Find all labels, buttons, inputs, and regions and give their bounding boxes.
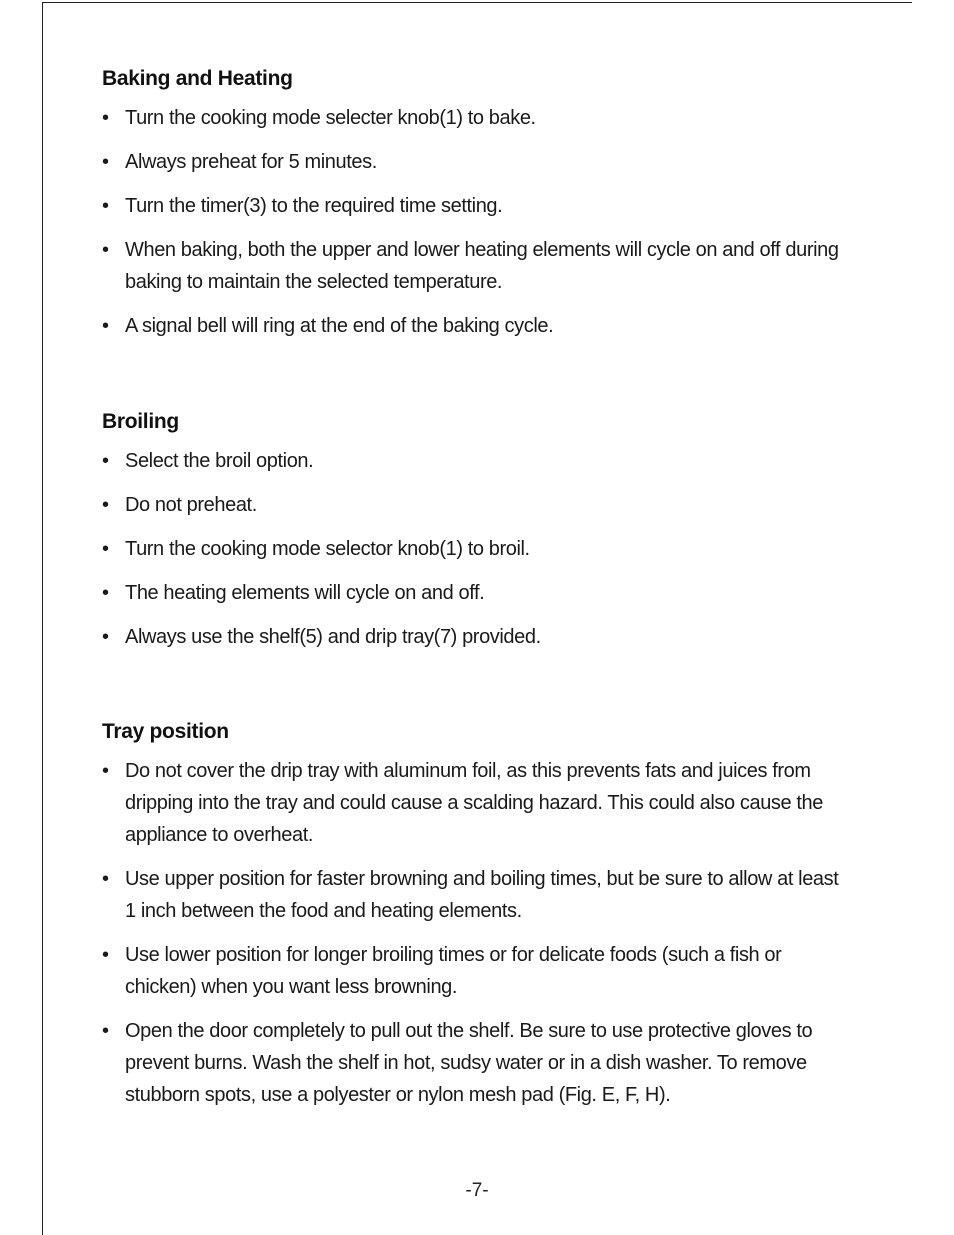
bullet-icon: •: [102, 239, 109, 261]
bullet-icon: •: [102, 760, 109, 782]
bullet-icon: •: [102, 494, 109, 516]
list-item-text: Do not preheat.: [125, 494, 257, 516]
section-heading: Broiling: [102, 410, 179, 433]
bullet-icon: •: [102, 582, 109, 604]
list-item-text: Use upper position for faster browning and boiling times, but be sure to allow at least 1 inch between the food and heating elements.: [125, 868, 839, 922]
list-item-text: Open the door completely to pull out the shelf. Be sure to use protective gloves to prevent burns. Wash the shelf in hot, sudsy water or in a dish washer. To remove stubborn spots, use a polyester or nylon mesh pad (Fig. E, F, H).: [125, 1020, 813, 1106]
bullet-icon: •: [102, 626, 109, 648]
section-broiling: [102, 409, 852, 653]
list-item: [102, 190, 852, 222]
bullet-icon: •: [102, 195, 109, 217]
section-heading: Baking and Heating: [102, 67, 293, 90]
section-baking-and-heating: [102, 66, 852, 342]
bullet-list: [102, 445, 852, 653]
list-item: [102, 577, 852, 609]
list-item-text: Turn the cooking mode selector knob(1) to broil.: [125, 538, 530, 560]
list-item-text: Turn the cooking mode selecter knob(1) to bake.: [125, 107, 536, 129]
list-item-text: When baking, both the upper and lower heating elements will cycle on and off during baking to maintain the selected temperature.: [125, 239, 839, 293]
list-item-text: The heating elements will cycle on and off.: [125, 582, 485, 604]
bullet-list: [102, 102, 852, 342]
bullet-list: [102, 755, 852, 1111]
section-tray-position: [102, 719, 852, 1111]
list-item-text: Always use the shelf(5) and drip tray(7) provided.: [125, 626, 541, 648]
bullet-icon: •: [102, 450, 109, 472]
list-item: [102, 755, 852, 851]
list-item: [102, 863, 852, 927]
list-item: [102, 621, 852, 653]
bullet-icon: •: [102, 538, 109, 560]
list-item-text: A signal bell will ring at the end of the baking cycle.: [125, 315, 554, 337]
section-heading: Tray position: [102, 720, 229, 743]
bullet-icon: •: [102, 868, 109, 890]
list-item: [102, 533, 852, 565]
page-border-left: [42, 2, 43, 1235]
bullet-icon: •: [102, 107, 109, 129]
list-item-text: Select the broil option.: [125, 450, 314, 472]
list-item-text: Do not cover the drip tray with aluminum foil, as this prevents fats and juices from dripping into the tray and could cause a scalding hazard. This could also cause the appliance to overheat.: [125, 760, 824, 846]
list-item-text: Always preheat for 5 minutes.: [125, 151, 377, 173]
page-border-top: [42, 2, 912, 3]
list-item: [102, 102, 852, 134]
list-item: [102, 1015, 852, 1111]
list-item-text: Turn the timer(3) to the required time setting.: [125, 195, 503, 217]
list-item: [102, 234, 852, 298]
list-item: [102, 939, 852, 1003]
page-number: -7-: [465, 1180, 489, 1201]
bullet-icon: •: [102, 1020, 109, 1042]
bullet-icon: •: [102, 315, 109, 337]
bullet-icon: •: [102, 151, 109, 173]
list-item: [102, 310, 852, 342]
list-item: [102, 445, 852, 477]
bullet-icon: •: [102, 944, 109, 966]
list-item: [102, 489, 852, 521]
list-item-text: Use lower position for longer broiling times or for delicate foods (such a fish or chicken) when you want less browning.: [125, 944, 782, 998]
list-item: [102, 146, 852, 178]
